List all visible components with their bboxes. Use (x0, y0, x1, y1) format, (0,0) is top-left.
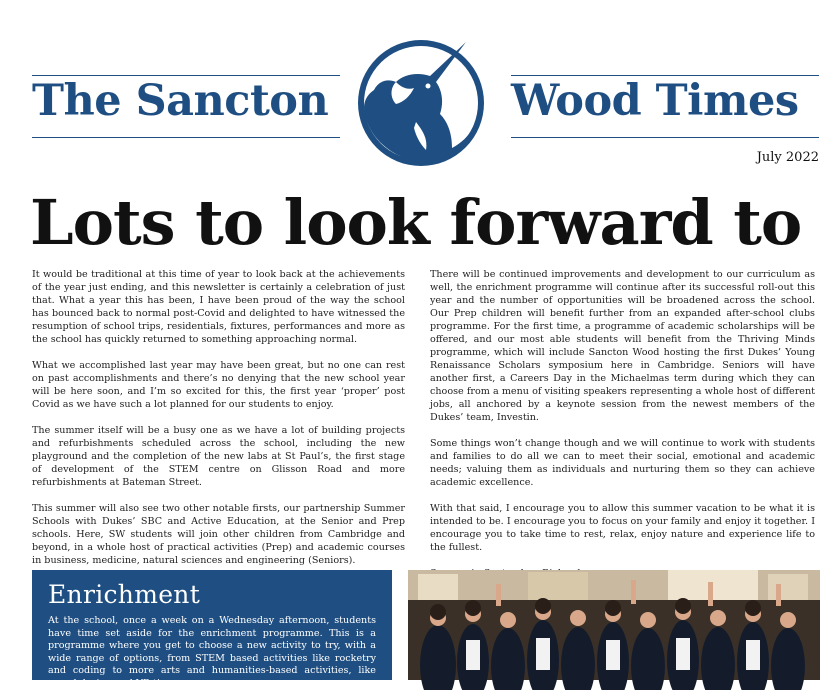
article-paragraph: There will be continued improvements and development to our curriculum as well, the enrichment programme will continue after its successful roll-out this year and the number of opportunities will be broadened across the school. Our Prep children will benefit further from an expanded after-school clubs programme. For the first time, a programme of academic scholarships will be offered, and our most able students will benefit from the Thriving Minds programme, which will include Sancton Wood hosting the first Dukes’ Young Renaissance Scholars symposium here in Cambridge. Seniors will have another first, a Careers Day in the Michaelmas term during which they can choose from a menu of visiting speakers representing a whole host of different jobs, all anchored by a keynote session from the newest members of the Dukes’ team, Investin. (430, 269, 815, 423)
masthead-title-left: The Sancton (32, 76, 329, 126)
headline: Lots to look forward to (30, 186, 802, 259)
article-paragraph: What we accomplished last year may have been great, but no one can rest on past accomplishments and there’s no denying that the new school year will be here soon, and I’m so excited for this, the first year ‘proper’ post Covid as we have such a lot planned for our students to enjoy. (32, 360, 405, 410)
issue-date: July 2022 (756, 150, 819, 165)
masthead-title-right: Wood Times (511, 76, 799, 126)
article-column-right (430, 268, 815, 593)
group-of-students-photo (408, 570, 820, 680)
article-paragraph: This summer will also see two other notable firsts, our partnership Summer Schools with Dukes’ SBC and Active Education, at the Senior and Prep schools. Here, SW students will join other children from Cambridge and beyond, in a whole host of practical activities (Prep) and academic courses in business, medicine, natural sciences and engineering (Seniors). (32, 503, 405, 566)
masthead-rule-left-bottom (32, 137, 340, 138)
masthead (0, 0, 837, 185)
enrichment-title: Enrichment (48, 580, 201, 609)
enrichment-text: At the school, once a week on a Wednesday afternoon, students have time set aside for the enrichment programme. This is a programme where you get to choose a new activity to try, with a wide range of options, from STEM based activities like rocketry and coding to more arts and humanities-based activities, like mural design and VR time (48, 615, 376, 689)
article-paragraph: The summer itself will be a busy one as we have a lot of building projects and refurbishments scheduled across the school, including the new playground and the completion of the new labs at St Paul’s, the first stage of development of the STEM centre on Glisson Road and more refurbishments at Bateman Street. (32, 425, 405, 488)
article-paragraph: It would be traditional at this time of year to look back at the achievements of the year just ending, and this newsletter is certainly a celebration of just that. What a year this has been, I have been proud of the way the school has bounced back to normal post-Covid and delighted to have witnessed the resumption of school trips, residentials, fixtures, performances and more as the school has quickly returned to something approaching normal. (32, 269, 405, 345)
article-paragraph: With that said, I encourage you to allow this summer vacation to be what it is intended to be. I encourage you to focus on your family and enjoy it together. I encourage you to take time to rest, relax, enjoy nature and experience life to the fullest. (430, 503, 815, 553)
masthead-rule-right-bottom (511, 137, 819, 138)
unicorn-crest-icon (356, 38, 486, 168)
enrichment-box (32, 570, 392, 689)
article-column-left (32, 268, 405, 580)
photo-illustration (408, 570, 820, 680)
article-paragraph: Some things won’t change though and we will continue to work with students and families to do all we can to meet their social, emotional and academic needs; valuing them as individuals and nurturing them so they can achieve academic excellence. (430, 438, 815, 488)
